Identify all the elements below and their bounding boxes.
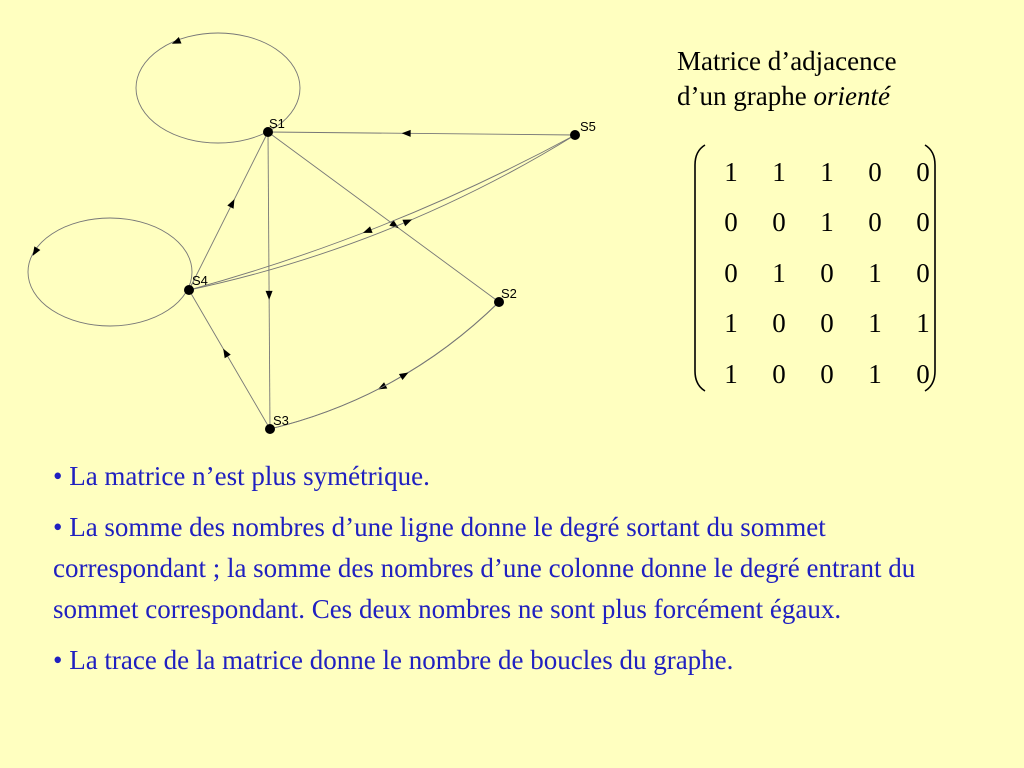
matrix-cell: 0 — [868, 207, 882, 238]
matrix-cell: 1 — [772, 257, 786, 288]
loop-s4 — [28, 218, 192, 326]
matrix-cell: 1 — [724, 156, 738, 187]
matrix-cell: 0 — [772, 308, 786, 339]
matrix-cell: 1 — [868, 257, 882, 288]
matrix-cell: 0 — [820, 308, 834, 339]
edge-s1-s3-arrow — [266, 291, 273, 300]
loop-arrow-s1 — [172, 37, 182, 44]
node-s3 — [265, 413, 289, 434]
edges-layer — [28, 33, 575, 429]
node-dot — [570, 130, 580, 140]
edge-s3-s2-arrow — [399, 372, 409, 380]
edge-s5-s4 — [189, 135, 575, 290]
edge-s4-s1 — [189, 132, 268, 290]
bullet-item-1: • La matrice n’est plus symétrique. — [53, 461, 430, 491]
matrix-cell: 0 — [916, 156, 930, 187]
edge-s5-s1-arrow — [402, 130, 411, 137]
edge-s5-s1 — [268, 132, 575, 135]
matrix-cell: 0 — [916, 358, 930, 389]
matrix-cell: 0 — [916, 257, 930, 288]
title-line-2 — [677, 79, 897, 114]
matrix-cell: 1 — [820, 156, 834, 187]
matrix-cell: 1 — [868, 358, 882, 389]
bullet-item-3: • La trace de la matrice donne le nombre de boucles du graphe. — [53, 645, 734, 675]
edge-s1-s2 — [268, 132, 499, 302]
edge-s3-s4-arrow — [223, 349, 231, 359]
node-s4 — [184, 273, 208, 295]
title-line-2-prefix: d’un graphe — [677, 81, 814, 111]
node-label: S1 — [269, 116, 285, 131]
matrix-cell: 1 — [724, 308, 738, 339]
node-label: S5 — [580, 119, 596, 134]
edge-s5-s4-arrow — [363, 226, 373, 233]
node-s5 — [570, 119, 596, 140]
loop-arrow-s4 — [33, 246, 41, 255]
matrix-cell: 0 — [820, 257, 834, 288]
bullet-item-2: • La somme des nombres d’une ligne donne le degré sortant du sommet correspondant ; la somme des nombres d’une colonne donne le degré entrant du sommet correspondant. Ces deux nombres ne sont plus forcément égaux. — [53, 512, 916, 624]
edge-s2-s3 — [270, 302, 499, 429]
matrix-cell: 1 — [916, 308, 930, 339]
node-label: S2 — [501, 286, 517, 301]
nodes-layer — [184, 116, 596, 434]
node-label: S3 — [273, 413, 289, 428]
matrix-cell: 0 — [724, 257, 738, 288]
matrix-grid — [707, 147, 947, 400]
node-s1 — [263, 116, 285, 137]
edge-s1-s3 — [268, 132, 270, 429]
matrix-cell: 0 — [772, 358, 786, 389]
edge-s4-s5-arrow — [402, 220, 412, 227]
bullet-list — [53, 456, 983, 691]
matrix-cell: 1 — [868, 308, 882, 339]
adjacency-matrix — [693, 143, 937, 393]
directed-graph — [0, 0, 640, 450]
node-s2 — [494, 286, 517, 307]
edge-s3-s4 — [189, 290, 270, 429]
matrix-cell: 1 — [772, 156, 786, 187]
edge-s3-s2 — [270, 302, 499, 429]
matrix-cell: 0 — [868, 156, 882, 187]
matrix-cell: 0 — [724, 207, 738, 238]
title-line-1: Matrice d’adjacence — [677, 46, 897, 76]
matrix-cell: 1 — [724, 358, 738, 389]
matrix-title — [677, 44, 897, 114]
node-label: S4 — [192, 273, 208, 288]
matrix-cell: 0 — [820, 358, 834, 389]
matrix-left-bracket — [693, 143, 707, 393]
title-line-2-italic: orienté — [813, 81, 890, 111]
matrix-cell: 1 — [820, 207, 834, 238]
edge-s4-s1-arrow — [227, 199, 234, 209]
edge-s4-s5 — [189, 135, 575, 290]
matrix-cell: 0 — [772, 207, 786, 238]
matrix-cell: 0 — [916, 207, 930, 238]
